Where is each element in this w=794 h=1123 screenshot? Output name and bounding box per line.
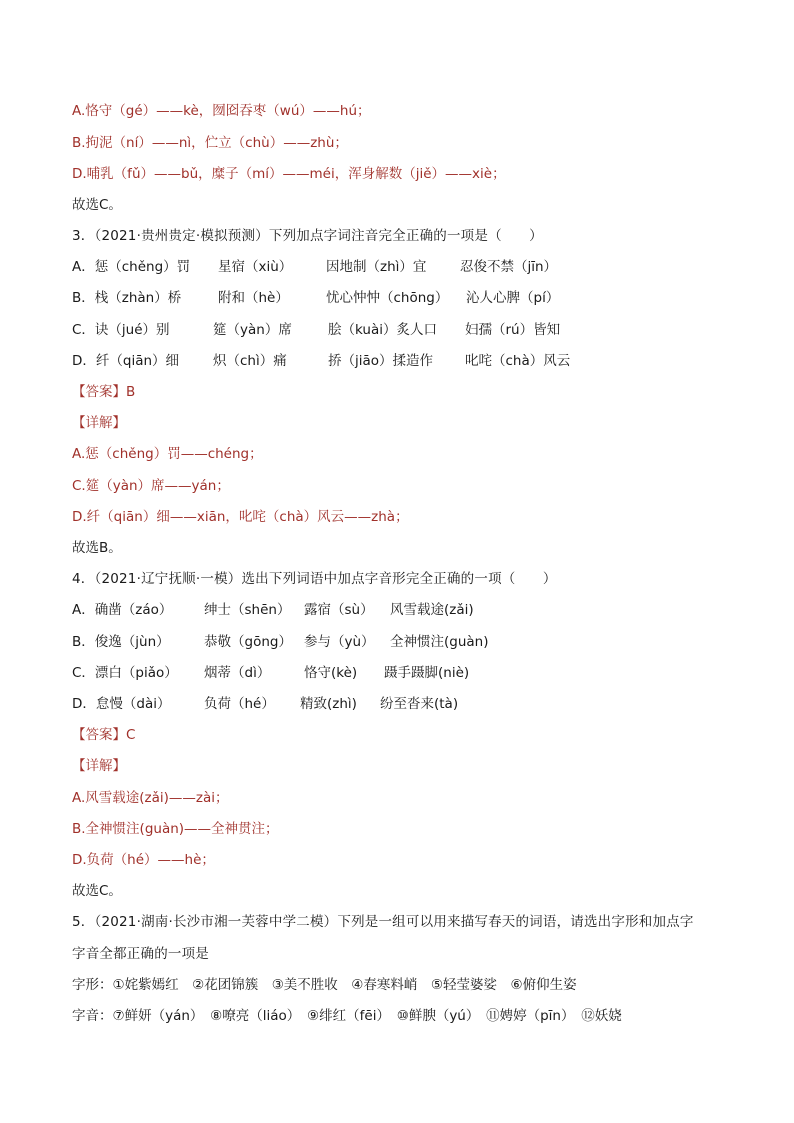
q3-answer: 【答案】B [72,384,136,400]
q4-option-c-4: 蹑手蹑脚(niè) [384,665,470,681]
q4-choice: 故选C。 [72,883,122,899]
q3-option-b-2: 附和（hè） [218,290,289,306]
q4-explain-d: D.负荷（hé）——hè； [72,852,215,868]
question-4-stem: 4．（2021·辽宁抚顺·一模）选出下列词语中加点字音形完全正确的一项（ ） [72,571,557,587]
q4-option-d-4: 纷至沓来(tà) [380,696,459,712]
q3-option-c-1: C．诀（jué）别 [72,322,170,338]
question-3-stem: 3．（2021·贵州贵定·模拟预测）下列加点字词注音完全正确的一项是（ ） [72,228,543,244]
q3-option-d-3: 挢（jiāo）揉造作 [328,353,434,369]
q4-option-c-2: 烟蒂（dì） [204,665,271,681]
q4-option-b-3: 参与（yù） [304,634,375,650]
q3-detail-heading: 【详解】 [72,415,126,431]
question-5-stem-line-2: 字音全都正确的一项是 [72,946,209,962]
explain-line-d: D.哺乳（fǔ）——bǔ，糜子（mí）——méi，浑身解数（jiě）——xiè； [72,166,506,182]
q4-option-a-4: 风雪载途(zǎi) [390,602,474,618]
q4-option-d-1: D．怠慢（dài） [72,696,171,712]
explain-line-b: B.拘泥（ní）——nì，伫立（chù）——zhù； [72,135,348,151]
q3-explain-c: C.筵（yàn）席——yán； [72,478,230,494]
q3-option-a-4: 忍俊不禁（jīn） [460,259,558,275]
q4-detail-heading: 【详解】 [72,758,126,774]
q4-answer: 【答案】C [72,727,136,743]
q5-sound-line: 字音：⑦鲜妍（yán） ⑧嘹亮（liáo） ⑨绯红（fēi） ⑩鲜腴（yú） ⑪娉婷（pīn） ⑫妖娆 [72,1008,622,1024]
q3-option-a-1: A．惩（chěng）罚 [72,259,191,275]
q4-option-a-2: 绅士（shēn） [204,602,291,618]
question-5-stem-line-1: 5．（2021·湖南·长沙市湘一芙蓉中学二模）下列是一组可以用来描写春天的词语，请选出字形和加点字 [72,914,694,930]
q3-option-a-2: 星宿（xiù） [218,259,293,275]
q4-option-b-4: 全神惯注(guàn) [390,634,489,650]
q3-option-c-4: 妇孺（rú）皆知 [465,322,561,338]
q3-option-d-2: 炽（chì）痛 [213,353,287,369]
q4-explain-b: B.全神惯注(guàn)——全神贯注； [72,821,279,837]
explain-line-a: A.恪守（gé）——kè，囫囵吞枣（wú）——hú； [72,103,371,119]
q3-option-c-2: 筵（yàn）席 [213,322,292,338]
q3-option-b-3: 忧心忡忡（chōng） [326,290,449,306]
q4-option-b-1: B．俊逸（jùn） [72,634,170,650]
q3-option-d-1: D．纤（qiān）细 [72,353,180,369]
q4-explain-a: A.风雪载途(zǎi)——zài； [72,790,229,806]
q4-option-c-3: 恪守(kè) [304,665,358,681]
q3-choice: 故选B。 [72,540,122,556]
q3-explain-d: D.纤（qiān）细——xiān，叱咤（chà）风云——zhà； [72,509,409,525]
q3-option-c-3: 脍（kuài）炙人口 [328,322,437,338]
q4-option-a-3: 露宿（sù） [304,602,374,618]
q3-option-d-4: 叱咤（chà）风云 [465,353,571,369]
q4-option-b-2: 恭敬（gōng） [204,634,292,650]
q3-option-b-1: B．栈（zhàn）桥 [72,290,182,306]
q5-form-line: 字形：①姹紫嫣红 ②花团锦簇 ③美不胜收 ④春寒料峭 ⑤轻莹婆娑 ⑥俯仰生姿 [72,977,577,993]
q4-option-a-1: A．确凿（záo） [72,602,173,618]
choice-line: 故选C。 [72,197,122,213]
q4-option-d-3: 精致(zhì) [300,696,357,712]
q4-option-c-1: C．漂白（piǎo） [72,665,178,681]
q3-option-a-3: 因地制（zhì）宜 [326,259,427,275]
q3-option-b-4: 沁人心脾（pí） [466,290,560,306]
q4-option-d-2: 负荷（hé） [204,696,275,712]
q3-explain-a: A.惩（chěng）罚——chéng； [72,446,263,462]
